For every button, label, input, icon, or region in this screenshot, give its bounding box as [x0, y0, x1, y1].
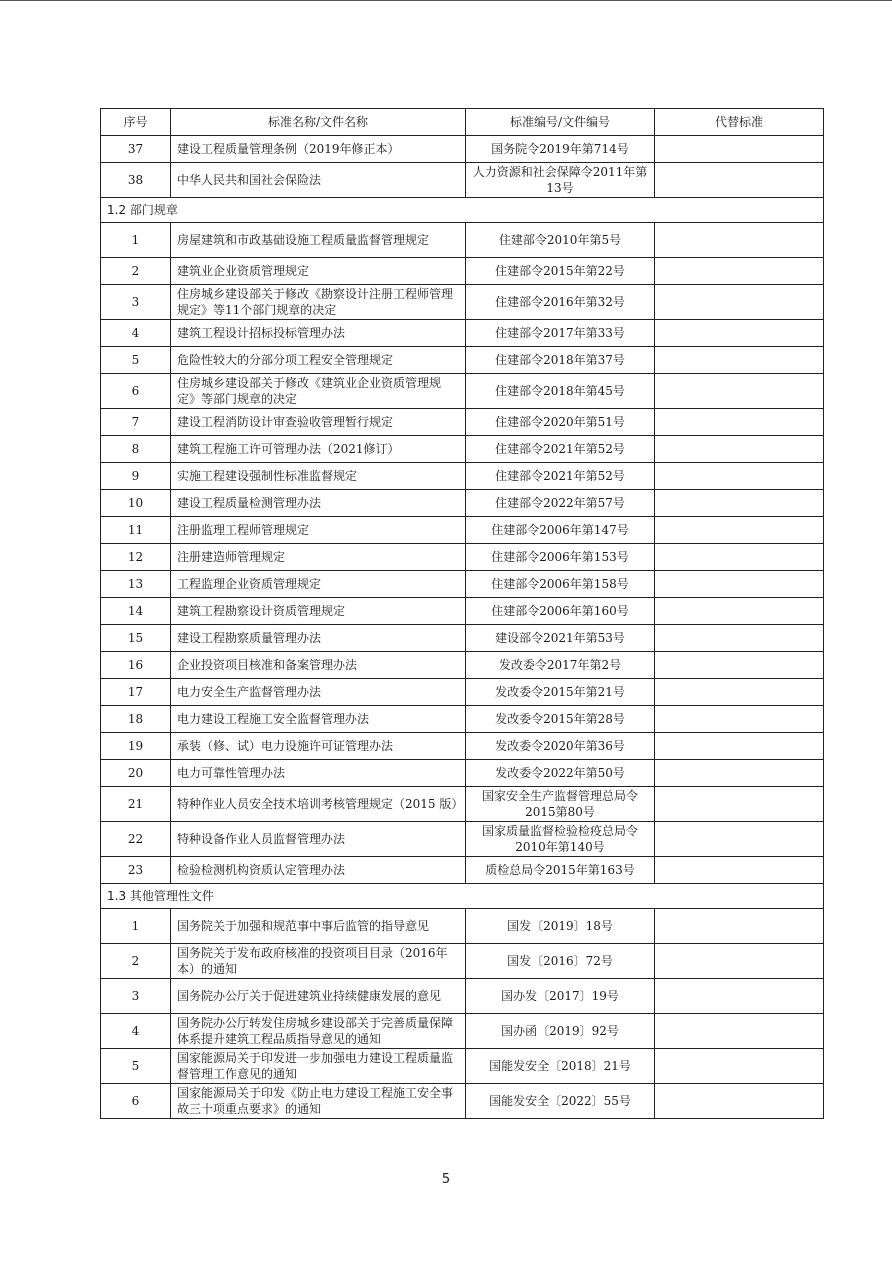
row-no: 1 — [101, 223, 171, 258]
row-code: 建设部令2021年第53号 — [466, 625, 655, 652]
row-code: 住建部令2006年第153号 — [466, 544, 655, 571]
table-row — [101, 598, 824, 625]
row-code: 住建部令2022年第57号 — [466, 490, 655, 517]
table-row — [101, 347, 824, 374]
row-replace — [655, 544, 824, 571]
row-name: 工程监理企业资质管理规定 — [171, 571, 466, 598]
table-row — [101, 787, 824, 822]
table-row — [101, 733, 824, 760]
row-no: 8 — [101, 436, 171, 463]
row-code: 国能发安全〔2018〕21号 — [466, 1049, 655, 1084]
table-row — [101, 625, 824, 652]
standards-table — [100, 108, 824, 1119]
row-code: 人力资源和社会保障令2011年第13号 — [466, 163, 655, 198]
table-row — [101, 944, 824, 979]
header-name: 标准名称/文件名称 — [171, 109, 466, 136]
table-row — [101, 1084, 824, 1119]
row-no: 11 — [101, 517, 171, 544]
row-name: 电力安全生产监督管理办法 — [171, 679, 466, 706]
row-name: 电力建设工程施工安全监督管理办法 — [171, 706, 466, 733]
row-replace — [655, 347, 824, 374]
table-row — [101, 979, 824, 1014]
row-name: 国务院办公厅转发住房城乡建设部关于完善质量保障体系提升建筑工程品质指导意见的通知 — [171, 1014, 466, 1049]
row-no: 15 — [101, 625, 171, 652]
table-row — [101, 571, 824, 598]
row-name: 企业投资项目核准和备案管理办法 — [171, 652, 466, 679]
table-row — [101, 517, 824, 544]
row-no: 22 — [101, 822, 171, 857]
row-code: 质检总局令2015年第163号 — [466, 857, 655, 884]
table-row — [101, 679, 824, 706]
row-no: 9 — [101, 463, 171, 490]
row-name: 国务院关于发布政府核准的投资项目目录（2016年本）的通知 — [171, 944, 466, 979]
row-name: 电力可靠性管理办法 — [171, 760, 466, 787]
row-replace — [655, 652, 824, 679]
table-row — [101, 409, 824, 436]
row-code: 国家安全生产监督管理总局令2015第80号 — [466, 787, 655, 822]
row-code: 国能发安全〔2022〕55号 — [466, 1084, 655, 1119]
table-row — [101, 223, 824, 258]
row-no: 4 — [101, 320, 171, 347]
row-no: 3 — [101, 285, 171, 320]
row-replace — [655, 409, 824, 436]
row-replace — [655, 909, 824, 944]
row-code: 发改委令2017年第2号 — [466, 652, 655, 679]
row-replace — [655, 320, 824, 347]
row-no: 13 — [101, 571, 171, 598]
table-row — [101, 822, 824, 857]
row-name: 建设工程勘察质量管理办法 — [171, 625, 466, 652]
row-replace — [655, 374, 824, 409]
row-no: 2 — [101, 944, 171, 979]
row-replace — [655, 436, 824, 463]
table-row — [101, 1014, 824, 1049]
table-row — [101, 258, 824, 285]
row-code: 住建部令2018年第45号 — [466, 374, 655, 409]
row-replace — [655, 733, 824, 760]
row-name: 建筑工程施工许可管理办法（2021修订） — [171, 436, 466, 463]
row-no: 12 — [101, 544, 171, 571]
row-name: 国务院办公厅关于促进建筑业持续健康发展的意见 — [171, 979, 466, 1014]
row-no: 7 — [101, 409, 171, 436]
row-code: 住建部令2021年第52号 — [466, 436, 655, 463]
table-row — [101, 285, 824, 320]
row-name: 建设工程质量检测管理办法 — [171, 490, 466, 517]
row-name: 承装（修、试）电力设施许可证管理办法 — [171, 733, 466, 760]
row-no: 38 — [101, 163, 171, 198]
row-no: 6 — [101, 374, 171, 409]
row-no: 6 — [101, 1084, 171, 1119]
row-replace — [655, 463, 824, 490]
table-row — [101, 1049, 824, 1084]
row-no: 14 — [101, 598, 171, 625]
row-no: 20 — [101, 760, 171, 787]
header-seq: 序号 — [101, 109, 171, 136]
row-name: 实施工程建设强制性标准监督规定 — [171, 463, 466, 490]
row-replace — [655, 258, 824, 285]
row-code: 国办发〔2017〕19号 — [466, 979, 655, 1014]
row-name: 建筑工程勘察设计资质管理规定 — [171, 598, 466, 625]
row-replace — [655, 285, 824, 320]
row-code: 住建部令2006年第147号 — [466, 517, 655, 544]
row-no: 16 — [101, 652, 171, 679]
row-name: 房屋建筑和市政基础设施工程质量监督管理规定 — [171, 223, 466, 258]
row-name: 建筑工程设计招标投标管理办法 — [171, 320, 466, 347]
table-row — [101, 857, 824, 884]
row-code: 发改委令2020年第36号 — [466, 733, 655, 760]
table-row — [101, 490, 824, 517]
table-header-row — [101, 109, 824, 136]
row-no: 2 — [101, 258, 171, 285]
row-replace — [655, 857, 824, 884]
row-name: 住房城乡建设部关于修改《建筑业企业资质管理规定》等部门规章的决定 — [171, 374, 466, 409]
row-name: 建设工程质量管理条例（2019年修正本） — [171, 136, 466, 163]
row-replace — [655, 1014, 824, 1049]
row-no: 10 — [101, 490, 171, 517]
page-top-rule — [0, 0, 892, 1]
row-replace — [655, 1049, 824, 1084]
row-code: 住建部令2018年第37号 — [466, 347, 655, 374]
row-replace — [655, 625, 824, 652]
row-replace — [655, 1084, 824, 1119]
row-no: 3 — [101, 979, 171, 1014]
header-code: 标准编号/文件编号 — [466, 109, 655, 136]
row-replace — [655, 223, 824, 258]
table-row — [101, 760, 824, 787]
row-code: 发改委令2015年第28号 — [466, 706, 655, 733]
row-replace — [655, 944, 824, 979]
row-code: 住建部令2016年第32号 — [466, 285, 655, 320]
row-code: 住建部令2006年第158号 — [466, 571, 655, 598]
row-replace — [655, 490, 824, 517]
table-row — [101, 320, 824, 347]
row-no: 23 — [101, 857, 171, 884]
row-name: 特种作业人员安全技术培训考核管理规定（2015 版） — [171, 787, 466, 822]
row-name: 国家能源局关于印发《防止电力建设工程施工安全事故三十项重点要求》的通知 — [171, 1084, 466, 1119]
row-no: 17 — [101, 679, 171, 706]
row-code: 住建部令2017年第33号 — [466, 320, 655, 347]
row-name: 注册监理工程师管理规定 — [171, 517, 466, 544]
row-no: 18 — [101, 706, 171, 733]
row-replace — [655, 760, 824, 787]
row-code: 国办函〔2019〕92号 — [466, 1014, 655, 1049]
row-name: 国务院关于加强和规范事中事后监管的指导意见 — [171, 909, 466, 944]
row-code: 发改委令2015年第21号 — [466, 679, 655, 706]
table-row — [101, 463, 824, 490]
table-row — [101, 652, 824, 679]
row-code: 国家质量监督检验检疫总局令2010年第140号 — [466, 822, 655, 857]
row-no: 1 — [101, 909, 171, 944]
row-code: 住建部令2010年第5号 — [466, 223, 655, 258]
row-no: 5 — [101, 1049, 171, 1084]
row-name: 建设工程消防设计审查验收管理暂行规定 — [171, 409, 466, 436]
row-name: 注册建造师管理规定 — [171, 544, 466, 571]
row-replace — [655, 979, 824, 1014]
row-replace — [655, 598, 824, 625]
table-row — [101, 436, 824, 463]
row-no: 5 — [101, 347, 171, 374]
section-title-1-3: 1.3 其他管理性文件 — [101, 884, 824, 909]
page-number: 5 — [441, 1172, 451, 1187]
row-no: 19 — [101, 733, 171, 760]
table-row — [101, 544, 824, 571]
row-name: 国家能源局关于印发进一步加强电力建设工程质量监督管理工作意见的通知 — [171, 1049, 466, 1084]
row-name: 检验检测机构资质认定管理办法 — [171, 857, 466, 884]
row-replace — [655, 706, 824, 733]
table-row — [101, 706, 824, 733]
section-row — [101, 884, 824, 909]
row-no: 37 — [101, 136, 171, 163]
section-title-1-2: 1.2 部门规章 — [101, 198, 824, 223]
row-replace — [655, 787, 824, 822]
row-replace — [655, 571, 824, 598]
section-row — [101, 198, 824, 223]
row-code: 住建部令2021年第52号 — [466, 463, 655, 490]
header-replace: 代替标准 — [655, 109, 824, 136]
row-no: 4 — [101, 1014, 171, 1049]
row-code: 国发〔2019〕18号 — [466, 909, 655, 944]
row-replace — [655, 679, 824, 706]
row-replace — [655, 163, 824, 198]
table-row — [101, 909, 824, 944]
table-row — [101, 136, 824, 163]
row-name: 中华人民共和国社会保险法 — [171, 163, 466, 198]
row-code: 发改委令2022年第50号 — [466, 760, 655, 787]
row-replace — [655, 822, 824, 857]
row-name: 建筑业企业资质管理规定 — [171, 258, 466, 285]
table-row — [101, 374, 824, 409]
row-replace — [655, 517, 824, 544]
row-name: 特种设备作业人员监督管理办法 — [171, 822, 466, 857]
row-code: 住建部令2015年第22号 — [466, 258, 655, 285]
row-code: 住建部令2006年第160号 — [466, 598, 655, 625]
row-no: 21 — [101, 787, 171, 822]
row-name: 危险性较大的分部分项工程安全管理规定 — [171, 347, 466, 374]
row-code: 住建部令2020年第51号 — [466, 409, 655, 436]
row-replace — [655, 136, 824, 163]
row-code: 国务院令2019年第714号 — [466, 136, 655, 163]
table-row — [101, 163, 824, 198]
row-name: 住房城乡建设部关于修改《勘察设计注册工程师管理规定》等11个部门规章的决定 — [171, 285, 466, 320]
row-code: 国发〔2016〕72号 — [466, 944, 655, 979]
